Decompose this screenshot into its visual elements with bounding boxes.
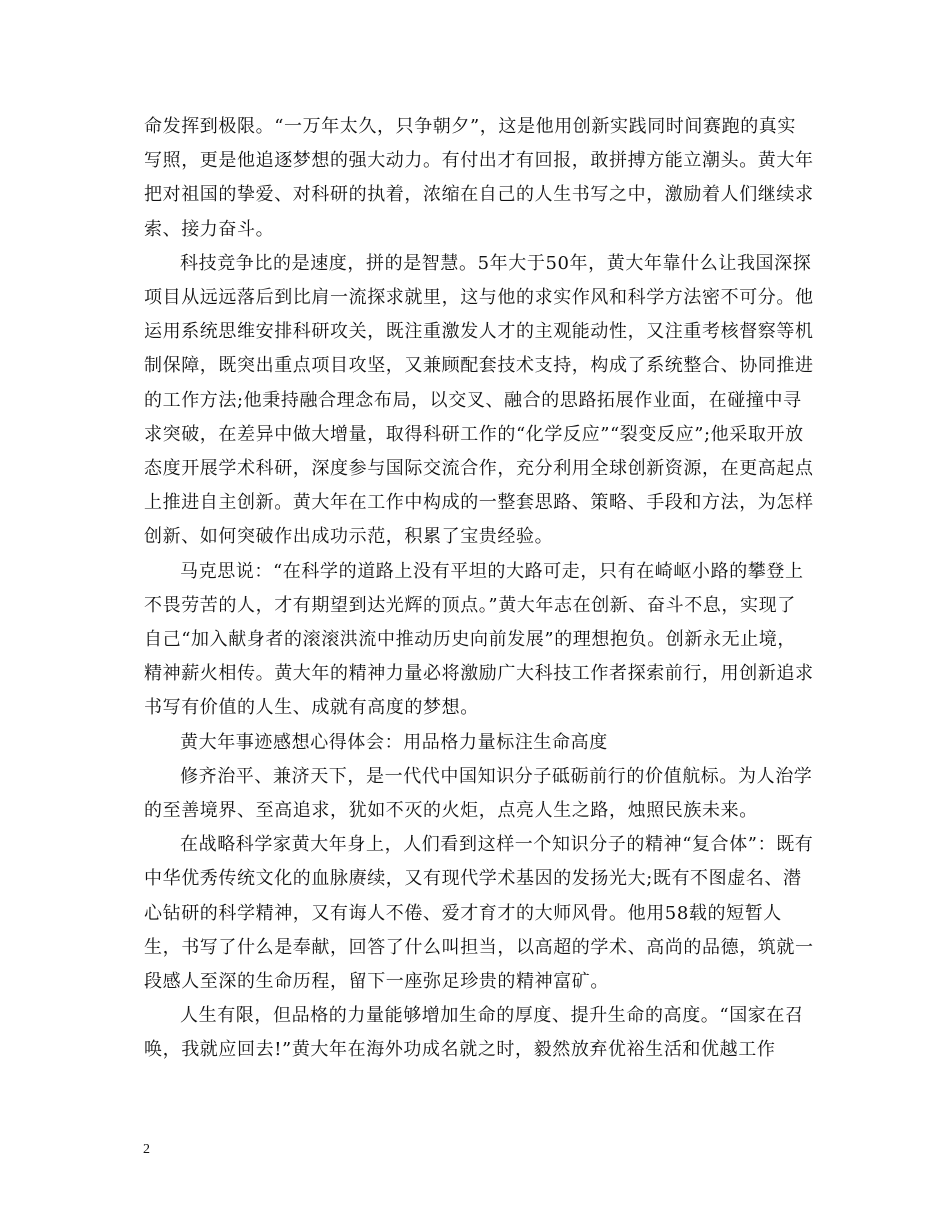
paragraph: 在战略科学家黄大年身上，人们看到这样一个知识分子的精神“复合体”：既有中华优秀传统文化的血脉赓续，又有现代学术基因的发扬光大;既有不图虚名、潜心钻研的科学精神，又有诲人不倦、爱才育才的大师风骨。他用58载的短暂人生，书写了什么是奉献，回答了什么叫担当，以高超的学术、高尚的品德，筑就一段感人至深的生命历程，留下一座弥足珍贵的精神富矿。 [144, 834, 814, 993]
body-text [144, 110, 814, 1068]
paragraph: 修齐治平、兼济天下，是一代代中国知识分子砥砺前行的价值航标。为人治学的至善境界、至高追求，犹如不灭的火炬，点亮人生之路，烛照民族未来。 [144, 765, 813, 822]
section-heading: 黄大年事迹感想心得体会：用品格力量标注生命高度 [180, 731, 608, 753]
paragraph-continuation: 命发挥到极限。“一万年太久，只争朝夕”，这是他用创新实践同时间赛跑的真实写照，更是他追逐梦想的强大动力。有付出才有回报，敢拼搏方能立潮头。黄大年把对祖国的挚爱、对科研的执着，浓缩在自己的人生书写之中，激励着人们继续求索、接力奋斗。 [144, 116, 814, 240]
paragraph: 人生有限，但品格的力量能够增加生命的厚度、提升生命的高度。“国家在召唤，我就应回去!”黄大年在海外功成名就之时，毅然放弃优裕生活和优越工作 [144, 1005, 804, 1061]
paragraph: 马克思说：“在科学的道路上没有平坦的大路可走，只有在崎岖小路的攀登上不畏劳苦的人，才有期望到达光辉的顶点。”黄大年志在创新、奋斗不息，实现了自己“加入献身者的滚滚洪流中推动历史向前发展”的理想抱负。创新永无止境，精神薪火相传。黄大年的精神力量必将激励广大科技工作者探索前行，用创新追求书写有价值的人生、成就有高度的梦想。 [144, 560, 814, 719]
page-number: 2 [143, 1142, 150, 1157]
paragraph: 科技竞争比的是速度，拼的是智慧。5年大于50年，黄大年靠什么让我国深探项目从远远落后到比肩一流探求就里，这与他的求实作风和科学方法密不可分。他运用系统思维安排科研攻关，既注重激发人才的主观能动性，又注重考核督察等机制保障，既突出重点项目攻坚，又兼顾配套技术支持，构成了系统整合、协同推进的工作方法;他秉持融合理念布局，以交叉、融合的思路拓展作业面，在碰撞中寻求突破，在差异中做大增量，取得科研工作的“化学反应”“裂变反应”;他采取开放态度开展学术科研，深度参与国际交流合作，充分利用全球创新资源，在更高起点上推进自主创新。黄大年在工作中构成的一整套思路、策略、手段和方法，为怎样创新、如何突破作出成功示范，积累了宝贵经验。 [144, 252, 814, 548]
